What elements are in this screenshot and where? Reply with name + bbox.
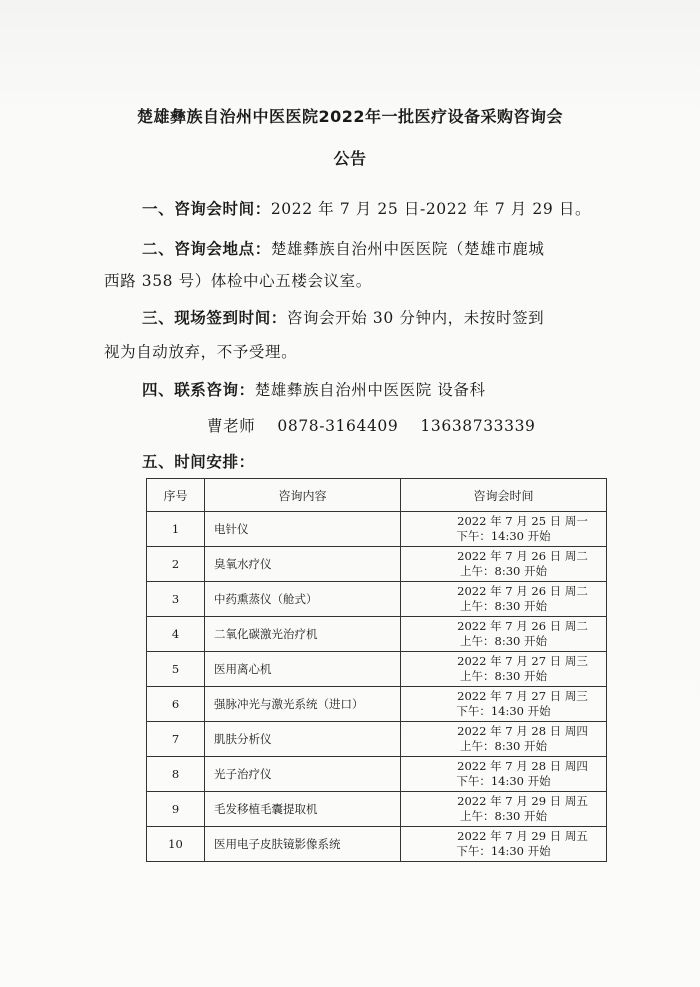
row-start-time: 下午：14:30 开始 <box>456 529 551 543</box>
row-number: 10 <box>147 827 205 862</box>
row-date: 2022 年 7 月 29 日 周五 <box>457 829 588 843</box>
row-number: 8 <box>147 757 205 792</box>
row-time <box>401 547 607 582</box>
row-number: 3 <box>147 582 205 617</box>
row-item: 肌肤分析仪 <box>205 722 401 757</box>
table-row <box>147 827 607 862</box>
row-number: 5 <box>147 652 205 687</box>
row-number: 1 <box>147 512 205 547</box>
row-start-time: 上午：8:30 开始 <box>460 564 547 578</box>
row-start-time: 上午：8:30 开始 <box>460 599 547 613</box>
row-date: 2022 年 7 月 26 日 周二 <box>457 549 588 563</box>
section-2 <box>142 237 545 259</box>
section-4 <box>142 378 486 400</box>
row-number: 9 <box>147 792 205 827</box>
row-date: 2022 年 7 月 27 日 周三 <box>457 654 588 668</box>
table-row <box>147 792 607 827</box>
section-1 <box>142 197 591 219</box>
row-start-time: 上午：8:30 开始 <box>460 634 547 648</box>
section-4-contact: 曹老师 0878-3164409 13638733339 <box>207 417 536 435</box>
row-number: 2 <box>147 547 205 582</box>
row-item: 电针仪 <box>205 512 401 547</box>
row-date: 2022 年 7 月 28 日 周四 <box>457 724 588 738</box>
table-row <box>147 582 607 617</box>
section-5 <box>142 450 255 472</box>
row-time <box>401 827 607 862</box>
row-item: 光子治疗仪 <box>205 757 401 792</box>
row-item: 中药熏蒸仪（舱式） <box>205 582 401 617</box>
row-time <box>401 652 607 687</box>
section-5-label: 五、时间安排： <box>142 453 255 471</box>
section-3 <box>142 306 544 328</box>
row-time <box>401 617 607 652</box>
section-1-text: 2022 年 7 月 25 日-2022 年 7 月 29 日。 <box>270 200 592 218</box>
header-item: 咨询内容 <box>205 479 401 512</box>
table-row <box>147 652 607 687</box>
document-subtitle: 公告 <box>333 149 367 168</box>
section-3-label: 三、现场签到时间： <box>142 309 287 327</box>
schedule-table <box>146 478 607 862</box>
row-item: 强脉冲光与激光系统（进口） <box>205 687 401 722</box>
section-4-label: 四、联系咨询： <box>142 381 255 399</box>
document-title: 楚雄彝族自治州中医医院2022年一批医疗设备采购咨询会 <box>136 107 564 126</box>
row-start-time: 下午：14:30 开始 <box>456 774 551 788</box>
row-start-time: 下午：14:30 开始 <box>456 844 551 858</box>
row-time <box>401 792 607 827</box>
section-3-text: 咨询会开始 30 分钟内，未按时签到 <box>286 309 545 327</box>
header-no: 序号 <box>147 479 205 512</box>
row-item: 二氧化碳激光治疗机 <box>205 617 401 652</box>
table-row <box>147 512 607 547</box>
row-item: 臭氧水疗仪 <box>205 547 401 582</box>
row-start-time: 下午：14:30 开始 <box>456 704 551 718</box>
row-date: 2022 年 7 月 26 日 周二 <box>457 619 588 633</box>
section-4-text: 楚雄彝族自治州中医医院 设备科 <box>254 381 486 399</box>
table-row <box>147 757 607 792</box>
row-number: 4 <box>147 617 205 652</box>
section-2-label: 二、咨询会地点： <box>142 240 271 258</box>
row-date: 2022 年 7 月 25 日 周一 <box>457 514 588 528</box>
row-date: 2022 年 7 月 29 日 周五 <box>457 794 588 808</box>
row-time <box>401 582 607 617</box>
section-2-text: 楚雄彝族自治州中医医院（楚雄市鹿城 <box>270 240 545 258</box>
row-date: 2022 年 7 月 26 日 周二 <box>457 584 588 598</box>
row-start-time: 上午：8:30 开始 <box>460 669 547 683</box>
row-time <box>401 722 607 757</box>
row-date: 2022 年 7 月 28 日 周四 <box>457 759 588 773</box>
row-item: 医用电子皮肤镜影像系统 <box>205 827 401 862</box>
table-row <box>147 687 607 722</box>
table-row <box>147 722 607 757</box>
table-header-row <box>147 479 607 512</box>
row-start-time: 上午：8:30 开始 <box>460 739 547 753</box>
row-date: 2022 年 7 月 27 日 周三 <box>457 689 588 703</box>
row-number: 6 <box>147 687 205 722</box>
row-item: 毛发移植毛囊提取机 <box>205 792 401 827</box>
section-3-continuation: 视为自动放弃，不予受理。 <box>104 343 298 361</box>
row-time <box>401 512 607 547</box>
header-time: 咨询会时间 <box>401 479 607 512</box>
row-time <box>401 757 607 792</box>
row-time <box>401 687 607 722</box>
row-start-time: 上午：8:30 开始 <box>460 809 547 823</box>
row-item: 医用离心机 <box>205 652 401 687</box>
row-number: 7 <box>147 722 205 757</box>
table-row <box>147 547 607 582</box>
table-row <box>147 617 607 652</box>
section-2-continuation: 西路 358 号）体检中心五楼会议室。 <box>104 272 372 290</box>
section-1-label: 一、咨询会时间： <box>142 200 271 218</box>
